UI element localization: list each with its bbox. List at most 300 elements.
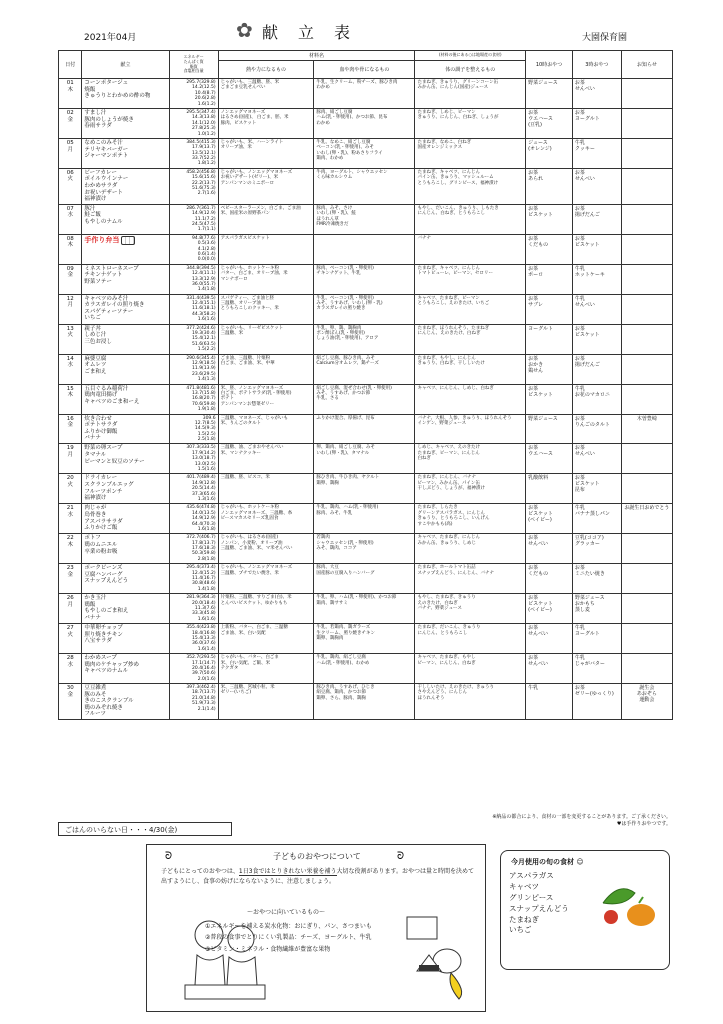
cell-yellow-ingredients [314, 324, 415, 354]
nutrition-text: 309.6 12.7(8.5) 14.5(9.3) 1.5(2.5) 2.5(1.8) [194, 415, 216, 443]
cell-dishes [82, 354, 169, 384]
green-ingredients-text: たまねぎ、ホールトマト缶詰 スナップえんどう、にんじん、バナナ [417, 565, 495, 576]
snack-tips-heading: 〜おやつに向いているもの〜 [247, 909, 326, 916]
red-ingredients-text: ベビースターラーメン、白ごま、ごま油 米、国産米の原野茶パン [220, 205, 301, 217]
cell-yellow-ingredients [314, 534, 415, 564]
red-ingredients-text: じゃがいも、ホットケーキ粉 バター、白ごま、オリーブ油、米 マンナポーロ [220, 265, 288, 282]
cell-pm-snack [572, 79, 621, 109]
menu-row [59, 504, 673, 534]
yellow-ingredients-text: 牛乳、卵、鶏、鶏胸肉 ポン酢ぽん(乳・卵使用) しょう油(乳・卵使用)、アロア [316, 325, 379, 342]
am-snack-text: 乳酸飲料 [528, 475, 549, 482]
yellow-ingredients-text: 卵、鶏肉、絹ごし豆腐、みそ いわし(卵・乳)、タマナル [316, 445, 375, 456]
cell-pm-snack [572, 624, 621, 654]
seasonal-title-text: 今月使用の旬の食材 [511, 858, 574, 866]
pm-snack-text: お茶 揚げだんご [574, 355, 600, 368]
cell-pm-snack [572, 414, 621, 444]
snack-info-box [146, 844, 486, 1012]
cell-green-ingredients [415, 624, 526, 654]
cell-red-ingredients [218, 108, 314, 138]
green-ingredients-text: たまねぎ、きゅうり、グリーンコーン缶 みかん缶、にんじん(国産)ジュース [417, 80, 499, 91]
cell-yellow-ingredients [314, 264, 415, 294]
am-snack-text: 野菜ジュース [528, 415, 558, 422]
red-ingredients-text: 三温糖、マヨネーズ、じゃがいも 米、りんごのタルト [220, 415, 289, 426]
nutrition-text: 352.7(293.5) 17.1(14.7) 20.4(16.4) 39.7(50.6) 2.0(1.6) [186, 655, 216, 682]
cell-red-ingredients [218, 414, 314, 444]
seasonal-item: グリンピース [509, 892, 554, 902]
cell-date [59, 204, 82, 234]
cell-dishes [82, 444, 169, 474]
green-ingredients-text: たまねぎ、だいこん、きゅうり にんじん、とうもろこし [417, 625, 481, 636]
am-snack-text: 野菜ジュース [528, 80, 558, 86]
dishes-text: すまし汁 豚肉のしょうが焼き 春雨サラダ [84, 109, 134, 130]
cell-dishes [82, 138, 169, 168]
cell-notice [621, 534, 672, 564]
cell-yellow-ingredients [314, 594, 415, 624]
green-ingredients-text: たまねぎ、ほうれんそう、たまねぎ にんじん、えのきたけ、白ねぎ [417, 325, 490, 337]
cell-dishes [82, 294, 169, 324]
cell-date [59, 504, 82, 534]
cell-red-ingredients [218, 504, 314, 534]
pm-snack-text: 牛乳 バナナ蒸しパン [574, 505, 610, 518]
cell-yellow-ingredients [314, 444, 415, 474]
green-ingredients-text: たまねぎ、キャベツ、にんじん トマトピューレ、ピーマン、セロリー [417, 265, 493, 277]
cell-notice [621, 234, 672, 264]
yellow-ingredients-text: 絹ごし豆腐、混ぜ合わせ(乳・卵使用) みそ、うすあげ、かつお節 牛乳、さる [316, 385, 392, 402]
cell-am-snack [526, 384, 573, 414]
yellow-ingredients-text: 若鶏肉 シャウエッセン(乳・卵使用) みそ、鶏肉、ココア [316, 535, 374, 552]
menu-row [59, 564, 673, 594]
red-ingredients-text: 上新粉、バター、白ごま、三温糖 ごま油、米、白い気配 [220, 625, 288, 636]
nutrition-text: 401.7(489.4) 14.9(12.8) 20.5(14.4) 37.3(65.6) 1.3(1.6) [186, 475, 216, 502]
cell-yellow-ingredients [314, 204, 415, 234]
menu-row [59, 534, 673, 564]
menu-row [59, 324, 673, 354]
cell-nutrition [169, 594, 218, 624]
face-icon: ᘐ [397, 851, 405, 862]
cell-notice [621, 324, 672, 354]
cell-yellow-ingredients [314, 414, 415, 444]
cell-pm-snack [572, 564, 621, 594]
cell-pm-snack [572, 108, 621, 138]
cell-notice [621, 204, 672, 234]
am-snack-text: お茶 ビスケット (ベイビー) [528, 595, 553, 614]
cell-nutrition [169, 684, 218, 720]
dishes-text: ポークビーンズ 豆腐ハンバーグ スナップえんどう [84, 565, 129, 585]
page-title: 献立表 [262, 23, 371, 42]
cell-am-snack [526, 444, 573, 474]
col-menu: 献立 [82, 51, 169, 79]
nutrition-text: 281.9(364.3) 20.0(18.4) 11.3(7.6) 33.3(45.8) 1.6(1.6) [186, 595, 216, 622]
pm-snack-text: お茶 せんべい [574, 80, 595, 92]
cell-am-snack [526, 564, 573, 594]
cell-pm-snack [572, 684, 621, 720]
cell-notice [621, 504, 672, 534]
cell-dishes [82, 624, 169, 654]
footnotes [492, 814, 671, 828]
cell-red-ingredients [218, 534, 314, 564]
menu-row [59, 204, 673, 234]
dishes-text: 麻婆豆腐 オムレツ ごま和え [84, 355, 107, 375]
dishes-text: 豚汁 鮭ご飯 もやしのナムル [84, 205, 123, 226]
am-snack-text: お茶 ウエハース (豆乳) [528, 109, 553, 128]
red-ingredients-text: アスパラガスビスケット [220, 235, 270, 241]
pm-snack-text: お茶 ビスケット [574, 325, 600, 338]
cell-date [59, 168, 82, 204]
cell-am-snack [526, 414, 573, 444]
cell-green-ingredients [415, 234, 526, 264]
green-ingredients-text: 干ししいたけ、えのきたけ、きゅうり さやえんどう、にんじん ほうれんそう [417, 685, 494, 701]
cell-notice [621, 79, 672, 109]
date-text: 19 月 [66, 445, 74, 459]
date-text: 08 木 [66, 235, 74, 249]
cell-notice [621, 654, 672, 684]
menu-row [59, 294, 673, 324]
nutrition-text: 290.6(345.4) 12.9(18.5) 11.9(13.9) 23.6(29.5) 1.4(1.3) [186, 355, 216, 383]
am-snack-text: お茶 あられ [528, 169, 544, 182]
am-snack-text: 牛乳 [528, 685, 539, 692]
cell-date [59, 594, 82, 624]
cell-dishes [82, 684, 169, 720]
date-text: 09 金 [66, 265, 74, 279]
cell-date [59, 138, 82, 168]
cell-yellow-ingredients [314, 654, 415, 684]
am-snack-text: お茶 くだもの [528, 235, 549, 248]
seasonal-item: キャベツ [509, 881, 539, 891]
green-ingredients-text: バナナ [417, 235, 431, 241]
cell-red-ingredients [218, 654, 314, 684]
snack-description [161, 867, 479, 887]
cell-am-snack [526, 594, 573, 624]
date-text: 02 金 [66, 109, 74, 123]
cell-pm-snack [572, 294, 621, 324]
cell-yellow-ingredients [314, 564, 415, 594]
cell-am-snack [526, 108, 573, 138]
cell-yellow-ingredients [314, 384, 415, 414]
dishes-text: ポトフ 鶏のムニエル 卒業の粉お吸 [84, 535, 118, 555]
cell-red-ingredients [218, 384, 314, 414]
pm-snack-text: 牛乳 せんべい [574, 295, 595, 308]
cell-pm-snack [572, 324, 621, 354]
cell-nutrition [169, 294, 218, 324]
red-ingredients-text: ごま油、三温糖、片栗粉 白ごま、ごま油、米、中華 [220, 355, 275, 366]
date-text: 01 木 [66, 80, 74, 93]
cell-yellow-ingredients [314, 168, 415, 204]
am-snack-text: お茶 おかき 鶏せん [528, 355, 544, 374]
cell-nutrition [169, 444, 218, 474]
cell-nutrition [169, 504, 218, 534]
date-text: 06 火 [66, 169, 74, 183]
red-ingredients-text: じゃがいも、ノンエッグマヨネーズ お祝いデザート(ゼリー)、米 アンパンマンのミニポーロ [220, 169, 293, 186]
cell-date [59, 354, 82, 384]
cell-nutrition [169, 624, 218, 654]
cell-pm-snack [572, 444, 621, 474]
date-text: 21 水 [66, 505, 74, 518]
pm-snack-text: お茶 せんべい [574, 169, 595, 182]
cell-dishes [82, 384, 169, 414]
nutrition-text: 471.8(481.6) 13.7(15.8) 16.8(20.7) 70.6(59.8) 1.9(1.8) [186, 385, 216, 413]
dishes-text: かき玉汁 鶏飯 もやしのごま和え バナナ [84, 595, 129, 621]
cell-notice [621, 684, 672, 720]
cell-pm-snack [572, 138, 621, 168]
cell-red-ingredients [218, 444, 314, 474]
cell-yellow-ingredients [314, 234, 415, 264]
yellow-ingredients-text: 牛肉、ヨーグルト、シャウエッセン くら味カルシウム [316, 169, 388, 181]
cell-pm-snack [572, 384, 621, 414]
cell-dishes [82, 564, 169, 594]
cell-am-snack [526, 534, 573, 564]
no-rice-day: ごはんのいらない日・・・4/30(金) [58, 822, 232, 836]
cell-am-snack [526, 79, 573, 109]
red-ingredients-text: 三温糖、胚、ピスコ、米 [220, 475, 270, 481]
date-text: 20 火 [66, 475, 74, 488]
cell-am-snack [526, 474, 573, 504]
cell-yellow-ingredients [314, 79, 415, 109]
cell-red-ingredients [218, 564, 314, 594]
cell-nutrition [169, 108, 218, 138]
green-ingredients-text: キャベツ、にんじん、しめじ、白ねぎ [417, 385, 494, 391]
yellow-ingredients-text: 牛乳、なめこ、絹ごし豆腐 ベーコン(乳・卵使用)、みそ いわし(卵・乳)、粉あさりフライ 鶏肉、わかめ [316, 139, 383, 162]
cell-dishes [82, 324, 169, 354]
cell-dishes [82, 168, 169, 204]
cell-red-ingredients [218, 684, 314, 720]
date-text: 05 月 [66, 139, 74, 153]
date-text: 16 金 [66, 415, 74, 429]
nutrition-text: 435.6(474.8) 14.0(13.5) 14.9(12.9) 64.4(70.3) 1.6(1.8) [186, 505, 216, 532]
seasonal-item: いちご [509, 925, 532, 935]
am-snack-text: お茶 せんべい [528, 535, 549, 548]
date-text: 30 金 [66, 685, 74, 698]
yellow-ingredients-text: 牛乳、鶏肉、ハム(乳・卵使用) 豚肉、みそ、牛乳 [316, 505, 379, 516]
date-text: 22 木 [66, 535, 74, 548]
cell-nutrition [169, 324, 218, 354]
snack-text-a: 子どもにとってのおやつは、 [161, 868, 239, 875]
cell-dishes [82, 474, 169, 504]
am-snack-text: ジュース (オレンジ) [528, 139, 552, 152]
cell-red-ingredients [218, 168, 314, 204]
pm-snack-text: 牛乳 じゃがバター [574, 655, 605, 668]
cell-date [59, 564, 82, 594]
am-snack-text: ヨーグルト [528, 325, 553, 332]
pm-snack-text: お茶 ミニたい焼き [574, 565, 605, 578]
pm-snack-text: お茶 せんべい [574, 445, 595, 458]
yellow-ingredients-text: 豚肉、絹ごし豆腐 ハム(乳・卵使用)、かつお節、昆布 わかめ [316, 109, 388, 126]
cell-am-snack [526, 204, 573, 234]
pm-snack-text: お茶 ゼリー(ゆっくり) [574, 685, 614, 698]
red-ingredients-text: じゃがいも、ホットケーキ粉 ノンエッグマヨネーズ、三温糖、糸 ピースマカスセリーズ乳固食 [220, 505, 293, 522]
cell-am-snack [526, 354, 573, 384]
cell-yellow-ingredients [314, 294, 415, 324]
cell-date [59, 264, 82, 294]
cell-am-snack [526, 264, 573, 294]
nutrition-text: 307.3(333.5) 17.9(14.2) 13.0(18.7) 13.0(2.5) 1.5(1.6) [186, 445, 216, 473]
cell-red-ingredients [218, 264, 314, 294]
cell-green-ingredients [415, 354, 526, 384]
cell-date [59, 684, 82, 720]
yellow-ingredients-text: 牛乳、若鶏肉、鶏ガラーズ 生クリーム、照り焼きチキン 鶏卵、鶏胸肉 [316, 625, 375, 641]
dishes-text: なめこのみそ汁 テリヤキバーガー ジャーマンポテト [84, 139, 129, 160]
pm-snack-text: お茶 揚げだんご [574, 205, 600, 218]
yellow-ingredients-text: 牛乳、鶏肉、絹ごし豆腐 ハム(乳・卵使用)、わかめ [316, 655, 370, 666]
cell-nutrition [169, 534, 218, 564]
cell-green-ingredients [415, 138, 526, 168]
cell-nutrition [169, 654, 218, 684]
date-text: 27 火 [66, 625, 74, 638]
col-red-group: 熱や力になるもの [218, 61, 314, 79]
cell-am-snack [526, 324, 573, 354]
cell-nutrition [169, 264, 218, 294]
red-ingredients-text: スパゲティー、ごま油と胚 三温糖、オリーブ油 とうもろこしのクッキー、米 [220, 295, 279, 312]
am-snack-text: お茶 ポーロ [528, 265, 544, 278]
cell-yellow-ingredients [314, 624, 415, 654]
menu-row [59, 138, 673, 168]
cell-green-ingredients [415, 684, 526, 720]
nutrition-text: 295.4(373.4) 12.4(15.2) 11.4(16.7) 30.8(48.6) 1.4(1.8) [186, 565, 216, 592]
menu-row [59, 354, 673, 384]
menu-row [59, 594, 673, 624]
cell-green-ingredients [415, 504, 526, 534]
cell-red-ingredients [218, 624, 314, 654]
cell-dishes [82, 264, 169, 294]
cell-am-snack [526, 138, 573, 168]
cell-green-ingredients [415, 474, 526, 504]
cell-green-ingredients [415, 324, 526, 354]
green-ingredients-text: たまねぎ、しめじ、ピーマン きゅうり、にんじん、白ねぎ、しょうが [417, 109, 499, 121]
cell-pm-snack [572, 654, 621, 684]
seasonal-foods-box [500, 850, 670, 970]
notice-text: 木曽豊崎 [636, 415, 657, 422]
cell-red-ingredients [218, 324, 314, 354]
tip-dairy: ②普段の食事でとりにくい乳製品：チーズ、ヨーグルト、牛乳 [205, 934, 372, 942]
nutrition-text: 458.2(456.8) 15.6(15.6) 22.2(13.7) 51.6(75.3) 2.7(1.6) [186, 169, 216, 197]
menu-row [59, 264, 673, 294]
cell-yellow-ingredients [314, 474, 415, 504]
seasonal-item: たまねぎ [509, 914, 539, 924]
cell-date [59, 384, 82, 414]
cell-notice [621, 624, 672, 654]
menu-row [59, 474, 673, 504]
menu-row [59, 414, 673, 444]
menu-row [59, 234, 673, 264]
red-ingredients-text: 米、胚、ノンエッグマヨネーズ 白ごま、ポテトサラダ(乳・卵使用) ポテト アンパンマンお惣菜ゼリー [220, 385, 292, 407]
nutrition-text: 295.5(347.4) 14.3(13.8) 14.1(12.0) 27.8(25.3) 1.0(1.2) [186, 109, 216, 137]
menu-row [59, 79, 673, 109]
vegetable-illustration [595, 873, 665, 933]
cell-yellow-ingredients [314, 684, 415, 720]
cell-nutrition [169, 474, 218, 504]
am-snack-text: お茶 せんべい [528, 625, 549, 638]
page-header [0, 14, 723, 50]
menu-row [59, 168, 673, 204]
cell-green-ingredients [415, 444, 526, 474]
cell-notice [621, 444, 672, 474]
green-ingredients-text: たまねぎ、もやし、にんじん きゅうり、白ねぎ、干ししいたけ [417, 355, 485, 366]
am-snack-text: お茶 せんべい [528, 655, 549, 668]
yellow-ingredients-text: 豚肉、みそ、さけ いわし(卵・乳)、鮭 ほうれん草 FMR冷凍焼きだ [316, 205, 356, 227]
cell-notice [621, 384, 672, 414]
cell-date [59, 79, 82, 109]
cell-dishes [82, 594, 169, 624]
red-ingredients-text: 三温糖、油、ごまおやせんべい 米、マンナクッキー [220, 445, 284, 456]
red-ingredients-text: じゃがいも、米、ハーンライト オリーブ油、米 [220, 139, 284, 151]
cell-nutrition [169, 564, 218, 594]
cell-red-ingredients [218, 354, 314, 384]
am-snack-text: お茶 くだもの [528, 565, 549, 578]
seasonal-items [509, 871, 569, 936]
green-ingredients-text: たまねぎ、キャベツ、にんじん パイン缶、きゅうり、マッシュルーム とうもろこし、グリンピース、福神漬け [417, 169, 499, 186]
col-am-snack: 10時おやつ [526, 51, 573, 79]
cell-nutrition [169, 79, 218, 109]
pm-snack-text: お茶 ビスケット [574, 235, 600, 248]
cell-notice [621, 138, 672, 168]
date-text: 07 水 [66, 205, 74, 219]
yellow-ingredients-text: 豚肉、大豆 国産豚の豆腐入りハンバーグ [316, 565, 375, 576]
cell-am-snack [526, 504, 573, 534]
dishes-text: 炊き合わせ ポテトサラダ ふりかけ御飯 バナナ [84, 415, 118, 442]
cell-notice [621, 108, 672, 138]
cell-pm-snack [572, 594, 621, 624]
col-pm-snack: 3時おやつ [572, 51, 621, 79]
cell-dishes [82, 654, 169, 684]
cell-am-snack [526, 684, 573, 720]
cell-am-snack [526, 624, 573, 654]
dishes-text: ビーフカレー ポイルウインナー わかめサラダ お祝いデザート 福神漬け [84, 169, 129, 203]
snack-text-b: 大切な役割があります。おやつは量と時間を決めて出すようにし、食事の妨げにならないように、注意しましょう。 [161, 868, 475, 886]
cell-notice [621, 564, 672, 594]
cell-green-ingredients [415, 654, 526, 684]
pm-snack-text: 牛乳 お花のマカロニ [574, 385, 610, 398]
cell-notice [621, 294, 672, 324]
dishes-text: 豆豆雑煮 豚のみそ きのこスクランブル 鶏のみぞれ焼き フルーツ [84, 685, 134, 718]
cell-yellow-ingredients [314, 108, 415, 138]
am-snack-text: お茶 ビスケット [528, 385, 553, 398]
cell-notice [621, 354, 672, 384]
dishes-text: コーンポタージュ 焼飯 きゅうりとわかめの酢の物 [84, 80, 151, 100]
col-date: 日付 [59, 51, 82, 79]
snack-title: 子どものおやつについて [273, 852, 361, 861]
yellow-ingredients-text: 豚肉、ベーコン(乳・卵使用) チキンナゲット、牛乳 [316, 265, 374, 277]
cell-nutrition [169, 138, 218, 168]
nutrition-text: 355.4(423.8) 18.4(16.8) 15.4(13.3) 36.0(37.6) 1.6(1.4) [186, 625, 216, 652]
nutrition-text: 384.5(415.3) 17.9(13.7) 13.5(12.1) 33.7(52.2) 1.8(1.2) [186, 139, 216, 167]
cell-date [59, 294, 82, 324]
am-snack-text: お茶 ビスケット (ベイビー) [528, 505, 553, 524]
yellow-ingredients-text: 豚ひき肉、牛ひき肉、ヤクルト 鶏卵、鶏胸 [316, 475, 380, 486]
dishes-text: 手作り弁当 [84, 235, 120, 244]
red-ingredients-text: 片栗粉、三温糖、すりごま(白)、米 とんべいビスケット、ゆかりもち [220, 595, 292, 606]
cell-nutrition [169, 204, 218, 234]
dishes-text: ドライカレー スクランブルエッグ フルーツポンチ 福神漬け [84, 475, 134, 502]
menu-table [58, 50, 673, 720]
cell-notice [621, 594, 672, 624]
yellow-ingredients-text: 豚ひき肉、うすあげ、ひじき 絹豆腐、鶏肉、かつお節 鶏卵、さら、豚肉、鶏胸 [316, 685, 375, 701]
red-ingredients-text: じゃがいも、バター、白ごま 米、白い気配、ご飯、米 テクガタ [220, 655, 279, 671]
seasonal-item: スナップえんどう [509, 903, 569, 913]
pm-snack-text: お茶 りんごのタルト [574, 415, 610, 428]
pm-snack-text: 牛乳 クッキー [574, 139, 595, 152]
yellow-ingredients-text: 牛乳、生クリーム、粉チーズ、豚ひき肉 わかめ [316, 80, 398, 91]
lunchbox-icon [121, 236, 135, 245]
nutrition-text: 331.4(439.5) 12.4(15.1) 11.6(18.1) 44.3(58.2) 1.6(1.6) [186, 295, 216, 323]
date-text: 12 月 [66, 295, 74, 309]
cell-date [59, 474, 82, 504]
green-ingredients-text: たまねぎ、しらたき グリーンアスパラガス、にんじん きゅうり、とうもろこし、いんげん すこやかもも(高) [417, 505, 490, 527]
col-ingredients: 材料名 [218, 51, 415, 61]
yellow-ingredients-text: ふりかけ混合、厚揚げ、昆布 [316, 415, 375, 421]
cell-pm-snack [572, 474, 621, 504]
cell-green-ingredients [415, 414, 526, 444]
nutrition-text: 397.3(462.4) 18.7(13.7) 21.0(14.8) 51.9(73.3) 2.1(1.4) [186, 685, 216, 712]
cell-dishes [82, 108, 169, 138]
